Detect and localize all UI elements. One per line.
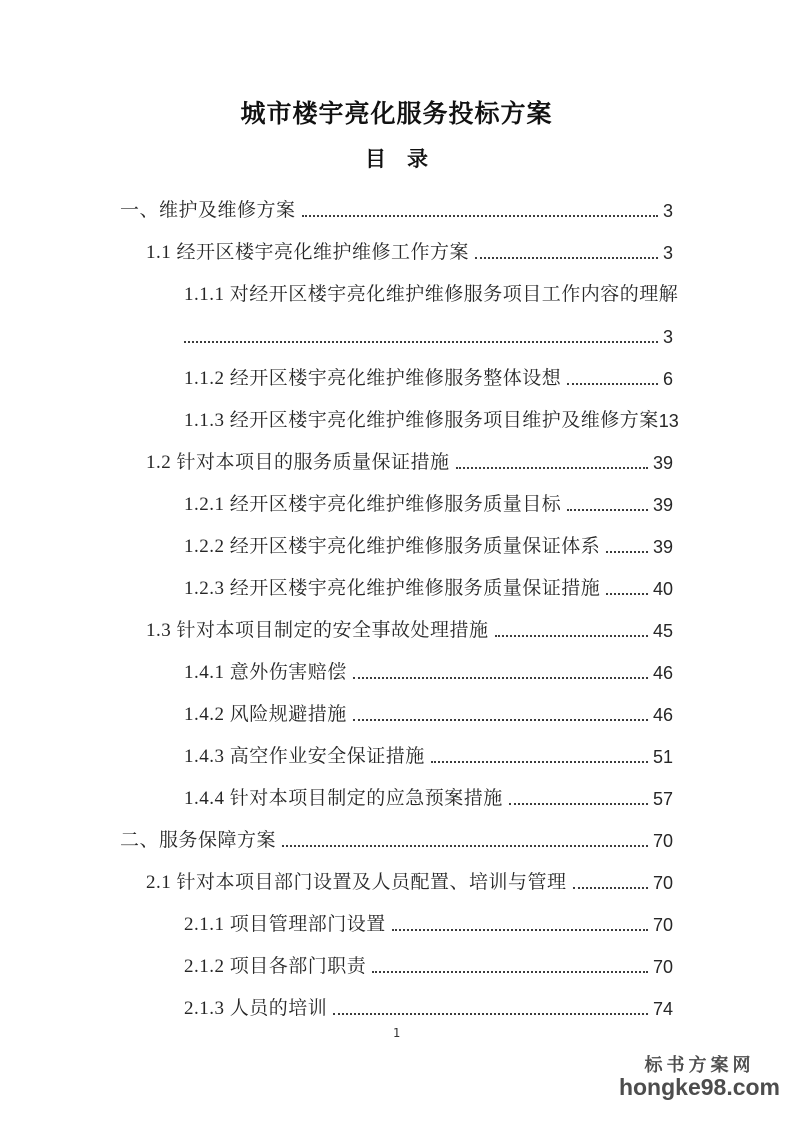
- toc-entry-text: 1.1 经开区楼宇亮化维护维修工作方案: [146, 242, 470, 264]
- toc-entry-page: 46: [652, 705, 673, 726]
- toc-leader-dots: [431, 761, 648, 763]
- toc-leader-dots: [282, 845, 648, 847]
- toc-leader-dots: [333, 1013, 648, 1015]
- toc-leader-dots: [392, 929, 648, 931]
- toc-entry-page: 3: [662, 327, 673, 348]
- toc-entry: [120, 390, 679, 432]
- toc-entry-page: 39: [652, 453, 673, 474]
- toc-entry: [120, 180, 673, 222]
- toc: [120, 180, 679, 1020]
- toc-entry-text: 2.1.2 项目各部门职责: [184, 956, 367, 978]
- toc-entry-page: 3: [662, 243, 673, 264]
- toc-entry: [120, 558, 673, 600]
- toc-entry-text: 二、服务保障方案: [120, 830, 277, 852]
- toc-entry: [120, 894, 673, 936]
- toc-entry-text: 2.1.1 项目管理部门设置: [184, 914, 386, 936]
- toc-entry: [120, 474, 673, 516]
- toc-entry: [120, 264, 679, 306]
- toc-entry-page: 13: [658, 411, 679, 432]
- toc-entry: [120, 978, 673, 1020]
- toc-entry-text: 1.1.2 经开区楼宇亮化维护维修服务整体设想: [184, 368, 562, 390]
- toc-entry-page: 70: [652, 915, 673, 936]
- toc-entry-text: 1.4.2 风险规避措施: [184, 704, 347, 726]
- toc-entry-text: 2.1.3 人员的培训: [184, 998, 328, 1020]
- toc-entry-text: 1.2.2 经开区楼宇亮化维护维修服务质量保证体系: [184, 536, 601, 558]
- toc-entry-page: 40: [652, 579, 673, 600]
- toc-leader-dots: [353, 677, 648, 679]
- toc-leader-dots: [573, 887, 648, 889]
- toc-entry-page: 6: [662, 369, 673, 390]
- toc-entry: [120, 726, 673, 768]
- toc-leader-dots: [302, 215, 658, 217]
- toc-leader-dots: [567, 509, 648, 511]
- toc-entry-page: 3: [662, 201, 673, 222]
- document-title: 城市楼宇亮化服务投标方案: [240, 100, 553, 128]
- toc-leader-dots: [184, 341, 658, 343]
- toc-entry-text: 一、维护及维修方案: [120, 200, 296, 222]
- watermark-site-name: 标书方案网: [644, 1055, 755, 1075]
- toc-leader-dots: [509, 803, 648, 805]
- toc-entry-page: 57: [652, 789, 673, 810]
- toc-entry-text: 1.3 针对本项目制定的安全事故处理措施: [146, 620, 489, 642]
- toc-entry-page: 39: [652, 495, 673, 516]
- toc-entry-text: 1.2 针对本项目的服务质量保证措施: [146, 452, 450, 474]
- watermark: [619, 1056, 780, 1099]
- toc-leader-dots: [456, 467, 648, 469]
- toc-leader-dots: [606, 593, 648, 595]
- toc-entry: [120, 810, 673, 852]
- page-number: 1: [392, 1026, 401, 1040]
- toc-leader-dots: [372, 971, 648, 973]
- toc-entry-page: 70: [652, 873, 673, 894]
- toc-entry-text: 1.1.1 对经开区楼宇亮化维护维修服务项目工作内容的理解: [184, 284, 679, 306]
- toc-entry-text: 1.4.4 针对本项目制定的应急预案措施: [184, 788, 503, 810]
- toc-entry-page: 74: [652, 999, 673, 1020]
- toc-entry-page: 51: [652, 747, 673, 768]
- toc-entry-text: 2.1 针对本项目部门设置及人员配置、培训与管理: [146, 872, 567, 894]
- toc-entry-page: 70: [652, 831, 673, 852]
- toc-entry: [120, 936, 673, 978]
- toc-entry: [120, 768, 673, 810]
- toc-leader-dots: [353, 719, 648, 721]
- toc-entry-page: 46: [652, 663, 673, 684]
- watermark-site-url: hongke98.com: [618, 1073, 780, 1100]
- toc-entry: [120, 222, 673, 264]
- toc-heading: 目 录: [365, 148, 428, 171]
- toc-leader-dots: [495, 635, 648, 637]
- toc-entry: [120, 684, 673, 726]
- toc-entry: [120, 432, 673, 474]
- toc-entry: [120, 516, 673, 558]
- toc-leader-dots: [475, 257, 658, 259]
- toc-entry: [120, 348, 673, 390]
- toc-entry: [120, 600, 673, 642]
- toc-entry-page: 45: [652, 621, 673, 642]
- toc-entry-text: 1.2.3 经开区楼宇亮化维护维修服务质量保证措施: [184, 578, 601, 600]
- toc-entry-page: 39: [652, 537, 673, 558]
- toc-entry-text: 1.1.3 经开区楼宇亮化维护维修服务项目维护及维修方案: [184, 410, 659, 432]
- toc-entry-text: 1.4.1 意外伤害赔偿: [184, 662, 347, 684]
- toc-entry: [120, 306, 673, 348]
- toc-entry: [120, 852, 673, 894]
- toc-entry-text: 1.4.3 高空作业安全保证措施: [184, 746, 425, 768]
- toc-leader-dots: [606, 551, 648, 553]
- toc-entry-page: 70: [652, 957, 673, 978]
- toc-leader-dots: [567, 383, 658, 385]
- toc-entry: [120, 642, 673, 684]
- toc-entry-text: 1.2.1 经开区楼宇亮化维护维修服务质量目标: [184, 494, 562, 516]
